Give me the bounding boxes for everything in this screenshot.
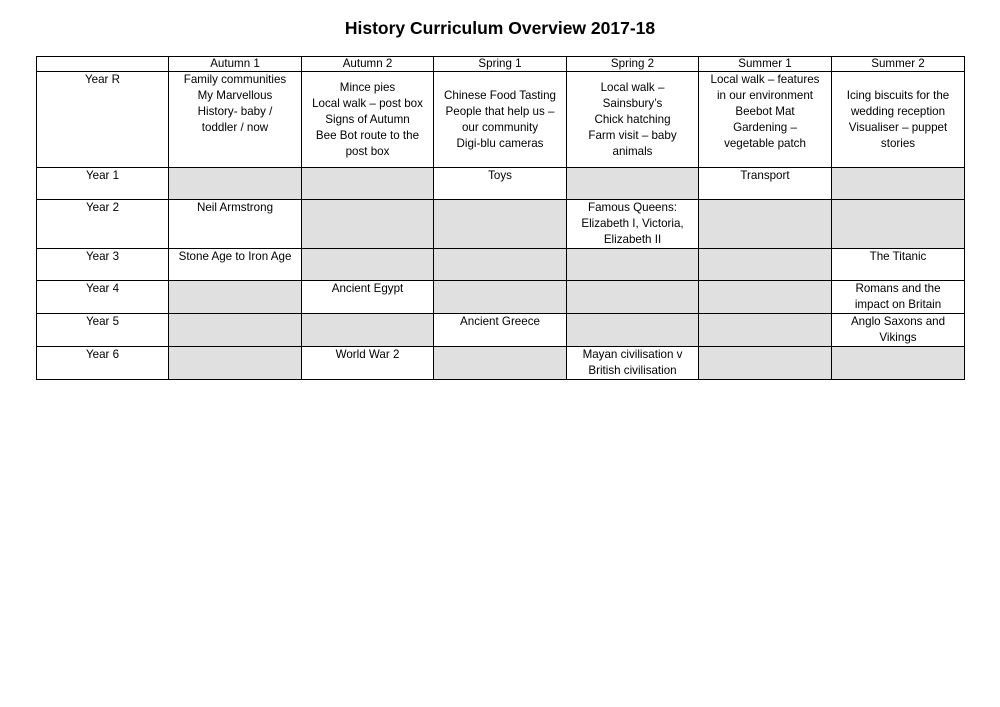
table-cell: [832, 314, 965, 347]
cell-text-line: Local walk –: [600, 80, 665, 94]
table-cell: [169, 249, 302, 281]
cell-text-line: Toys: [488, 169, 512, 182]
column-header-spring-2: Spring 2: [567, 57, 699, 72]
table-cell: [169, 200, 302, 249]
row-label: Year 4: [37, 281, 169, 314]
table-cell: [169, 347, 302, 380]
table-cell: [832, 168, 965, 200]
table-cell: [832, 249, 965, 281]
cell-text-line: Visualiser – puppet: [848, 120, 948, 134]
table-cell: [567, 200, 699, 249]
table-cell: [567, 168, 699, 200]
table-cell: [302, 249, 434, 281]
column-header-corner: [37, 57, 169, 72]
table-cell: [302, 314, 434, 347]
table-cell: [832, 72, 965, 168]
cell-text-line: Gardening –: [733, 121, 797, 134]
cell-text-line: Ancient Egypt: [331, 282, 404, 295]
table-cell: [699, 168, 832, 200]
cell-text-line: History- baby /: [197, 105, 273, 118]
cell-text-line: Digi-blu cameras: [456, 136, 544, 150]
cell-text-line: animals: [612, 144, 653, 158]
table-cell: [832, 347, 965, 380]
cell-text-line: People that help us –: [445, 104, 555, 118]
cell-text-line: My Marvellous: [197, 89, 273, 102]
table-cell: [434, 72, 567, 168]
cell-text-line: Chick hatching: [594, 112, 671, 126]
table-cell: [434, 200, 567, 249]
cell-text-line: World War 2: [335, 348, 400, 361]
table-cell: [567, 347, 699, 380]
cell-text-line: toddler / now: [201, 121, 269, 134]
column-header-autumn-1: Autumn 1: [169, 57, 302, 72]
cell-text-line: impact on Britain: [854, 298, 942, 311]
table-cell: [699, 314, 832, 347]
table-cell: [699, 72, 832, 168]
cell-text-line: Signs of Autumn: [325, 112, 410, 126]
table-cell: [434, 314, 567, 347]
table-row: [37, 249, 965, 281]
cell-text-line: Mince pies: [339, 80, 396, 94]
row-label: Year 1: [37, 168, 169, 200]
cell-text-line: Vikings: [879, 331, 917, 344]
column-header-autumn-2: Autumn 2: [302, 57, 434, 72]
table-cell: [699, 281, 832, 314]
table-cell: [169, 168, 302, 200]
row-label: Year 5: [37, 314, 169, 347]
cell-text-line: Romans and the: [855, 282, 941, 295]
table-cell: [699, 249, 832, 281]
table-row: [37, 347, 965, 380]
cell-text-line: wedding reception: [850, 104, 946, 118]
row-label: Year 6: [37, 347, 169, 380]
curriculum-table: [36, 56, 965, 380]
cell-text-line: Local walk – post box: [312, 96, 423, 110]
table-cell: [169, 314, 302, 347]
cell-text-line: Local walk – features: [710, 73, 820, 86]
table-cell: [567, 249, 699, 281]
cell-text-line: Icing biscuits for the: [846, 88, 950, 102]
column-header-summer-1: Summer 1: [699, 57, 832, 72]
table-cell: [567, 72, 699, 168]
table-cell: [434, 168, 567, 200]
table-cell: [434, 281, 567, 314]
cell-text-line: Transport: [740, 169, 790, 182]
cell-text-line: Family communities: [183, 73, 287, 86]
cell-text-line: Neil Armstrong: [196, 201, 274, 214]
table-row: [37, 168, 965, 200]
cell-text-line: Elizabeth I, Victoria,: [581, 217, 684, 230]
row-label: Year 2: [37, 200, 169, 249]
cell-text-line: Ancient Greece: [460, 315, 540, 328]
cell-text-line: vegetable patch: [724, 137, 806, 150]
table-cell: [832, 200, 965, 249]
table-row: [37, 200, 965, 249]
row-label: Year R: [37, 72, 169, 168]
cell-text-line: Beebot Mat: [735, 105, 795, 118]
column-header-summer-2: Summer 2: [832, 57, 965, 72]
table-cell: [567, 281, 699, 314]
cell-text-line: Elizabeth II: [603, 233, 662, 246]
table-cell: [567, 314, 699, 347]
table-cell: [169, 72, 302, 168]
cell-text-line: The Titanic: [869, 250, 927, 263]
cell-text-line: Mayan civilisation v: [582, 348, 683, 361]
table-cell: [302, 281, 434, 314]
table-body: [37, 72, 965, 380]
table-cell: [832, 281, 965, 314]
cell-text-line: Anglo Saxons and: [850, 315, 946, 328]
table-cell: [302, 168, 434, 200]
cell-text-line: Farm visit – baby: [588, 128, 677, 142]
cell-text-line: our community: [461, 120, 539, 134]
table-cell: [434, 249, 567, 281]
cell-text-line: Famous Queens:: [588, 201, 677, 214]
cell-text-line: post box: [345, 144, 390, 158]
table-cell: [699, 200, 832, 249]
table-row: [37, 281, 965, 314]
cell-text-line: Sainsbury’s: [602, 96, 663, 110]
page-title: History Curriculum Overview 2017-18: [344, 18, 656, 38]
cell-text-line: British civilisation: [588, 364, 677, 377]
table-cell: [302, 200, 434, 249]
table-row: [37, 72, 965, 168]
table-cell: [302, 347, 434, 380]
header-row: [37, 57, 965, 72]
cell-text-line: Stone Age to Iron Age: [178, 250, 292, 263]
cell-text-line: stories: [880, 136, 916, 150]
table-cell: [434, 347, 567, 380]
table-cell: [302, 72, 434, 168]
cell-text-line: Chinese Food Tasting: [444, 88, 556, 102]
table-cell: [699, 347, 832, 380]
table-cell: [169, 281, 302, 314]
column-header-spring-1: Spring 1: [434, 57, 567, 72]
cell-text-line: Bee Bot route to the: [315, 128, 420, 142]
table-row: [37, 314, 965, 347]
cell-text-line: in our environment: [716, 89, 814, 102]
row-label: Year 3: [37, 249, 169, 281]
